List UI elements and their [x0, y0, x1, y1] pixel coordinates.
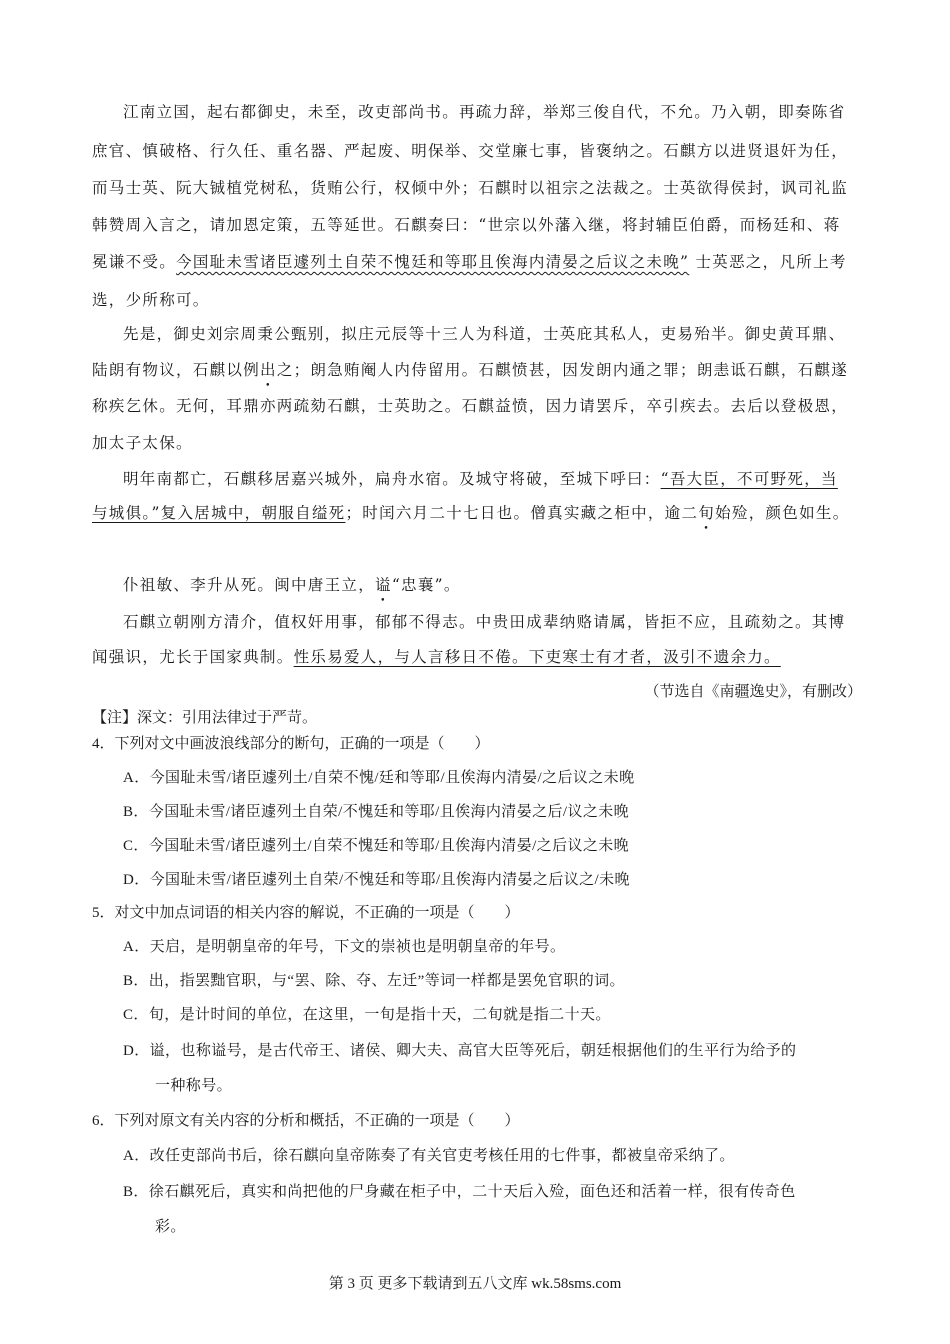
passage-line: 韩赞周入言之，请加恩定策，五等延世。石麒奏曰：“世宗以外藩入继，将封辅臣伯爵，而杨廷和、蒋 [92, 216, 841, 234]
option-b: B．出，指罢黜官职，与“罢、除、夺、左迁”等词一样都是罢免官职的词。 [123, 973, 625, 989]
option-a: A．天启，是明朝皇帝的年号，下文的崇祯也是明朝皇帝的年号。 [123, 939, 566, 955]
passage-text: 仆祖敏、李升从死。闽中唐王立， [123, 576, 376, 594]
passage-line: 江南立国，起右都御史，未至，改吏部尚书。再疏力辞，举郑三俊自代，不允。乃入朝，即奏陈省 [123, 103, 846, 121]
passage-line [123, 467, 893, 489]
annotation-note: 【注】深文：引用法律过于严苛。 [92, 710, 318, 726]
passage-text: “忠襄”。 [391, 576, 461, 594]
option-c: C．今国耻未雪/诸臣遽列土/自荣不愧廷和等耶/且俟海内清晏/之后议之未晚 [123, 838, 630, 854]
passage-text: 闻强识，尤长于国家典制。 [92, 648, 294, 666]
dotted-word-xun: 旬 [698, 504, 716, 522]
passage-line [92, 645, 862, 667]
passage-line: 选，少所称可。 [92, 291, 210, 309]
option-d: D．谥，也称谥号，是古代帝王、诸侯、卿大夫、高官大臣等死后，朝廷根据他们的生平行为给予的 [123, 1043, 797, 1059]
passage-line [123, 573, 893, 595]
underlined-sentence: “吾大臣，不可野死，当 [660, 470, 838, 488]
passage-line: 加太子太保。 [92, 434, 193, 452]
option-d-continued: 一种称号。 [155, 1078, 233, 1094]
option-a: A．改任吏部尚书后，徐石麒向皇帝陈奏了有关官吏考核任用的七件事，都被皇帝采纳了。 [123, 1148, 735, 1164]
passage-line: 称疾乞休。无何，耳鼎亦两疏劾石麒，士英助之。石麒益愤，因力请罢斥，卒引疾去。去后以登极恩， [92, 397, 849, 415]
underlined-sentence: 性乐易爱人，与人言移日不倦。下吏寒士有才者，汲引不遗余力。 [293, 648, 781, 666]
dotted-word-shi: 谥 [375, 576, 392, 594]
option-b: B．徐石麒死后，真实和尚把他的尸身藏在柜子中，二十天后入殓，面色还和活着一样，很有传奇色 [123, 1184, 796, 1200]
passage-line [92, 501, 862, 523]
option-a: A．今国耻未雪/诸臣遽列土/自荣不愧/廷和等耶/且俟海内清晏/之后议之未晚 [123, 770, 635, 786]
option-c: C．旬，是计时间的单位，在这里，一旬是指十天，二旬就是指二十天。 [123, 1007, 611, 1023]
option-d: D．今国耻未雪/诸臣遽列土自荣/不愧廷和等耶/且俟海内清晏之后议之/未晚 [123, 872, 630, 888]
passage-text: 明年南都亡，石麒移居嘉兴城外，扁舟水宿。及城守将破，至城下呼曰： [123, 470, 661, 488]
passage-text: 始殓，颜色如生。 [715, 504, 850, 522]
source-citation: （节选自《南疆逸史》，有删改） [644, 682, 862, 700]
wavy-underlined-sentence: 今国耻未雪诸臣遽列土自荣不愧廷和等耶且俟海内清晏之后议之未晚” [176, 253, 690, 271]
passage-line [92, 358, 862, 380]
underlined-sentence: 与城俱。”复入居城中，朝服自缢死 [92, 504, 346, 522]
passage-line: 先是，御史刘宗周秉公甄别，拟庄元辰等十三人为科道，士英庇其私人，吏易殆半。御史黄耳鼎、 [123, 325, 846, 343]
question-stem: 6．下列对原文有关内容的分析和概括，不正确的一项是（ ） [92, 1113, 520, 1129]
passage-line: 庶官、慎破格、行久任、重名器、严起废、明保举、交堂廉七事，皆褒纳之。石麒方以进贤退奸为任， [92, 142, 849, 160]
passage-text: ；时闰六月二十七日也。僧真实藏之柜中，逾二 [345, 504, 699, 522]
passage-text: 之；朗急贿阉人内侍留用。石麒愤甚，因发朗内通之罪；朗恚诋石麒，石麒遂 [276, 361, 849, 379]
option-b-continued: 彩。 [155, 1219, 186, 1235]
passage-line [92, 250, 862, 272]
page-footer: 第 3 页 更多下载请到五八文库 wk.58sms.com [328, 1276, 622, 1292]
passage-text: 冕谦不受。 [92, 253, 177, 271]
question-stem: 5．对文中加点词语的相关内容的解说，不正确的一项是（ ） [92, 905, 520, 921]
passage-line: 石麒立朝刚方清介，值权奸用事，郁郁不得志。中贵田成辈纳赂请属，皆拒不应，且疏劾之。其博 [123, 613, 846, 631]
question-stem: 4．下列对文中画波浪线部分的断句，正确的一项是（ ） [92, 736, 490, 752]
passage-line: 而马士英、阮大铖植党树私，货贿公行，权倾中外；石麒时以祖宗之法裁之。士英欲得侯封，讽司礼监 [92, 179, 849, 197]
passage-text: 士英恶之，凡所上考 [689, 253, 847, 271]
passage-text: 陆朗有物议，石麒以例 [92, 361, 261, 379]
option-b: B．今国耻未雪/诸臣遽列土自荣/不愧廷和等耶/且俟海内清晏之后/议之未晚 [123, 804, 630, 820]
dotted-word-chu: 出 [260, 361, 277, 379]
